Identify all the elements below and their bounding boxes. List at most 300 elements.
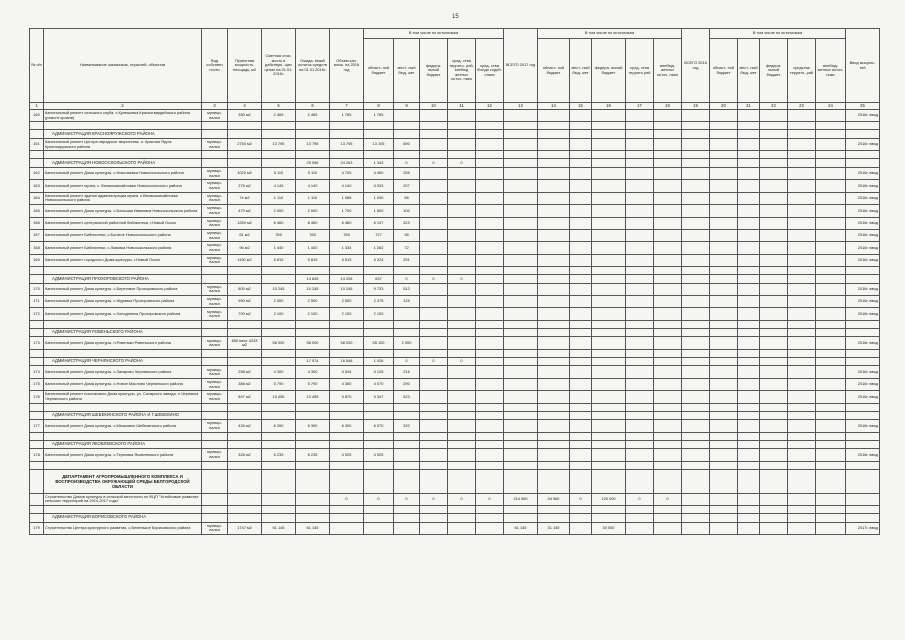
col-header-7: Объем кап. влож. на 2016 год bbox=[330, 29, 364, 103]
table-cell bbox=[202, 275, 228, 284]
table-cell: 2016г. ввод bbox=[846, 254, 880, 266]
table-cell: 1260 м2 bbox=[228, 217, 262, 229]
table-cell bbox=[448, 229, 476, 241]
table-cell: 6 460 bbox=[330, 217, 364, 229]
empty-cell bbox=[846, 349, 880, 357]
table-cell bbox=[448, 283, 476, 295]
table-cell: 13 105 bbox=[364, 138, 394, 150]
table-cell bbox=[570, 449, 592, 461]
table-cell bbox=[654, 159, 682, 168]
table-cell bbox=[296, 513, 330, 522]
table-cell bbox=[682, 328, 710, 337]
table-cell bbox=[504, 217, 538, 229]
table-cell: 0 bbox=[626, 493, 654, 505]
table-cell bbox=[330, 522, 364, 534]
empty-cell bbox=[364, 267, 394, 275]
empty-cell bbox=[228, 151, 262, 159]
table-cell bbox=[504, 308, 538, 320]
table-cell bbox=[738, 513, 760, 522]
table-cell: 2016г. ввод bbox=[846, 229, 880, 241]
table-cell bbox=[788, 308, 816, 320]
table-cell bbox=[760, 167, 788, 179]
table-cell bbox=[420, 337, 448, 349]
table-cell bbox=[448, 242, 476, 254]
empty-cell bbox=[504, 403, 538, 411]
table-cell bbox=[592, 167, 626, 179]
table-cell bbox=[262, 440, 296, 449]
table-cell bbox=[654, 328, 682, 337]
table-cell bbox=[816, 217, 846, 229]
empty-cell bbox=[682, 432, 710, 440]
table-cell: 10 455 bbox=[262, 391, 296, 403]
table-cell bbox=[504, 254, 538, 266]
table-cell: 0 bbox=[448, 275, 476, 284]
district-heading-row bbox=[30, 411, 880, 420]
empty-cell bbox=[682, 505, 710, 513]
table-cell bbox=[816, 357, 846, 366]
table-cell: 6 235 bbox=[296, 449, 330, 461]
table-cell bbox=[504, 242, 538, 254]
row-number: 168 bbox=[30, 242, 44, 254]
empty-cell bbox=[570, 505, 592, 513]
table-cell: муници- пальн bbox=[202, 180, 228, 192]
empty-cell bbox=[626, 267, 654, 275]
table-cell bbox=[738, 229, 760, 241]
table-cell bbox=[626, 513, 654, 522]
table-cell bbox=[476, 275, 504, 284]
table-cell bbox=[202, 493, 228, 505]
table-cell bbox=[538, 275, 570, 284]
table-cell: 328 м2 bbox=[228, 449, 262, 461]
table-cell bbox=[788, 110, 816, 122]
table-cell: 470 м2 bbox=[228, 205, 262, 217]
table-cell: 1 262 bbox=[364, 242, 394, 254]
table-cell bbox=[570, 378, 592, 390]
table-cell bbox=[682, 513, 710, 522]
table-cell bbox=[788, 366, 816, 378]
col-header-25: Ввод мощнос- тей bbox=[846, 29, 880, 103]
table-cell: 214 960 bbox=[504, 493, 538, 505]
empty-cell bbox=[448, 320, 476, 328]
table-row bbox=[30, 308, 880, 320]
table-cell: 1 343 bbox=[364, 159, 394, 168]
table-cell bbox=[570, 411, 592, 420]
table-cell: 4 070 bbox=[364, 378, 394, 390]
table-cell bbox=[654, 357, 682, 366]
table-cell bbox=[504, 391, 538, 403]
table-cell bbox=[846, 328, 880, 337]
table-cell: 5 110 bbox=[296, 167, 330, 179]
table-cell: 6 390 bbox=[330, 420, 364, 432]
empty-cell bbox=[654, 349, 682, 357]
table-cell bbox=[538, 440, 570, 449]
table-cell: муници- пальн bbox=[202, 283, 228, 295]
table-cell bbox=[816, 391, 846, 403]
table-cell: 0 bbox=[448, 357, 476, 366]
empty-cell bbox=[394, 505, 420, 513]
table-cell: муници- пальн bbox=[202, 366, 228, 378]
empty-cell bbox=[654, 432, 682, 440]
table-cell: 4 450 bbox=[364, 167, 394, 179]
table-cell bbox=[710, 242, 738, 254]
empty-cell bbox=[330, 461, 364, 469]
table-cell bbox=[538, 192, 570, 204]
table-cell: 1 440 bbox=[262, 242, 296, 254]
table-cell bbox=[710, 283, 738, 295]
table-cell bbox=[504, 449, 538, 461]
table-cell bbox=[570, 180, 592, 192]
empty-cell bbox=[846, 432, 880, 440]
spacer-row bbox=[30, 349, 880, 357]
table-cell bbox=[654, 130, 682, 139]
table-cell bbox=[654, 242, 682, 254]
column-number: 24 bbox=[816, 103, 846, 110]
table-cell bbox=[626, 254, 654, 266]
empty-cell bbox=[262, 320, 296, 328]
empty-cell bbox=[788, 122, 816, 130]
table-cell bbox=[738, 130, 760, 139]
object-name: Капитальный ремонт Дома культуры, с.Мешковое Шебекинского района bbox=[44, 420, 202, 432]
table-cell bbox=[476, 217, 504, 229]
table-cell: 2016г. ввод bbox=[846, 205, 880, 217]
empty-cell bbox=[738, 349, 760, 357]
object-name: Строительство Домов культуры в сельской местности по ФЦП "Устойчивое развитие сельских территорий на 2014-2017 годы" bbox=[44, 493, 202, 505]
sources-group-2018: В том числе по источникам bbox=[710, 29, 846, 39]
column-number: 23 bbox=[788, 103, 816, 110]
empty-cell bbox=[330, 432, 364, 440]
empty-cell bbox=[262, 267, 296, 275]
table-cell: 0 bbox=[476, 493, 504, 505]
spacer-row bbox=[30, 122, 880, 130]
empty-cell bbox=[420, 320, 448, 328]
table-cell bbox=[420, 328, 448, 337]
table-cell bbox=[682, 420, 710, 432]
table-cell: 350 м2 bbox=[228, 110, 262, 122]
table-cell bbox=[228, 411, 262, 420]
empty-cell bbox=[654, 469, 682, 493]
table-cell bbox=[626, 357, 654, 366]
col-header-20: област- ной бюджет bbox=[710, 39, 738, 103]
empty-cell bbox=[364, 403, 394, 411]
table-cell bbox=[654, 337, 682, 349]
table-cell: 0 bbox=[394, 159, 420, 168]
table-cell bbox=[538, 513, 570, 522]
table-cell: муници- пальн bbox=[202, 308, 228, 320]
table-cell bbox=[394, 449, 420, 461]
table-cell bbox=[448, 522, 476, 534]
table-cell bbox=[476, 130, 504, 139]
table-cell bbox=[262, 493, 296, 505]
table-cell bbox=[654, 296, 682, 308]
sources-group-2016: В том числе по источникам bbox=[364, 29, 504, 39]
empty-cell bbox=[626, 151, 654, 159]
table-cell bbox=[738, 493, 760, 505]
table-cell bbox=[476, 449, 504, 461]
table-cell bbox=[592, 130, 626, 139]
empty-cell bbox=[760, 320, 788, 328]
page-number: 15 bbox=[452, 14, 459, 20]
table-cell bbox=[738, 308, 760, 320]
table-cell bbox=[538, 242, 570, 254]
table-cell bbox=[760, 449, 788, 461]
table-cell bbox=[788, 411, 816, 420]
table-cell bbox=[476, 205, 504, 217]
empty-cell bbox=[504, 469, 538, 493]
table-cell: 1 334 bbox=[330, 242, 364, 254]
empty-cell bbox=[710, 267, 738, 275]
table-cell bbox=[760, 391, 788, 403]
table-cell bbox=[394, 522, 420, 534]
empty-cell bbox=[202, 320, 228, 328]
row-number: 178 bbox=[30, 449, 44, 461]
table-cell bbox=[682, 205, 710, 217]
table-cell bbox=[738, 366, 760, 378]
table-cell bbox=[788, 275, 816, 284]
col-header-18: внебюд- жетных источ- ники bbox=[654, 39, 682, 103]
table-cell bbox=[738, 391, 760, 403]
table-cell bbox=[394, 130, 420, 139]
table-cell bbox=[816, 366, 846, 378]
table-cell: 5 815 bbox=[262, 254, 296, 266]
table-cell: 2 500 bbox=[296, 296, 330, 308]
table-cell bbox=[476, 167, 504, 179]
table-cell bbox=[788, 337, 816, 349]
column-number: 17 bbox=[626, 103, 654, 110]
column-number: 8 bbox=[364, 103, 394, 110]
table-cell bbox=[504, 378, 538, 390]
table-cell bbox=[710, 337, 738, 349]
empty-cell bbox=[846, 267, 880, 275]
table-cell bbox=[202, 411, 228, 420]
table-cell bbox=[592, 357, 626, 366]
table-cell: 61 145 bbox=[262, 522, 296, 534]
table-cell bbox=[654, 411, 682, 420]
empty-cell bbox=[710, 122, 738, 130]
col-header-8: област- ной бюджет bbox=[364, 39, 394, 103]
empty-cell bbox=[228, 505, 262, 513]
table-cell bbox=[710, 357, 738, 366]
table-cell bbox=[710, 449, 738, 461]
empty-cell bbox=[816, 505, 846, 513]
empty-cell bbox=[202, 469, 228, 493]
table-row bbox=[30, 242, 880, 254]
table-cell bbox=[788, 192, 816, 204]
table-cell bbox=[476, 522, 504, 534]
table-cell: 2016г. ввод bbox=[846, 378, 880, 390]
object-name: Капитальный ремонт Дома культуры, с.Береговое Прохоровского района bbox=[44, 283, 202, 295]
table-cell bbox=[710, 110, 738, 122]
empty-cell bbox=[476, 320, 504, 328]
table-cell bbox=[476, 420, 504, 432]
empty-cell bbox=[816, 267, 846, 275]
table-row bbox=[30, 366, 880, 378]
empty-cell bbox=[504, 267, 538, 275]
table-cell bbox=[448, 180, 476, 192]
table-cell bbox=[682, 337, 710, 349]
table-cell: 2016г. ввод bbox=[846, 449, 880, 461]
table-cell bbox=[570, 192, 592, 204]
table-cell bbox=[296, 440, 330, 449]
table-cell: 13 795 bbox=[330, 138, 364, 150]
table-cell: 2 100 bbox=[296, 308, 330, 320]
table-cell bbox=[448, 420, 476, 432]
table-cell bbox=[788, 217, 816, 229]
table-cell bbox=[682, 167, 710, 179]
empty-cell bbox=[626, 469, 654, 493]
empty-cell bbox=[592, 461, 626, 469]
table-cell bbox=[228, 513, 262, 522]
table-cell bbox=[846, 130, 880, 139]
empty-cell bbox=[448, 267, 476, 275]
table-cell: 0 bbox=[448, 159, 476, 168]
empty-cell bbox=[592, 320, 626, 328]
table-cell bbox=[710, 159, 738, 168]
col-header-2: Наименование заказчиков, отраслей, объектов bbox=[44, 29, 202, 103]
table-cell bbox=[682, 493, 710, 505]
table-cell bbox=[816, 308, 846, 320]
empty-cell bbox=[682, 461, 710, 469]
empty-cell bbox=[296, 432, 330, 440]
table-cell bbox=[710, 328, 738, 337]
empty-cell bbox=[296, 403, 330, 411]
empty-cell bbox=[654, 122, 682, 130]
empty-cell bbox=[448, 151, 476, 159]
table-cell bbox=[788, 159, 816, 168]
table-cell bbox=[682, 254, 710, 266]
row-number: 164 bbox=[30, 192, 44, 204]
table-cell: 1020 м2 bbox=[228, 167, 262, 179]
empty-cell bbox=[30, 505, 44, 513]
object-name: Капитальный ремонт сельского клуба, с.Кулешовка Красногвардейского района (ремонт кровли) bbox=[44, 110, 202, 122]
table-cell: 5 110 bbox=[262, 167, 296, 179]
table-cell bbox=[592, 275, 626, 284]
object-name: Капитальный ремонт Дома культуры, п.Ровеньки Ровеньского района bbox=[44, 337, 202, 349]
table-cell bbox=[710, 205, 738, 217]
empty-cell bbox=[570, 320, 592, 328]
empty-cell bbox=[816, 469, 846, 493]
empty-cell bbox=[30, 267, 44, 275]
col-header-11: сред- ства террито- рий, внебюд жетных источ- ники bbox=[448, 39, 476, 103]
row-number: 160 bbox=[30, 110, 44, 122]
table-cell: муници- пальн bbox=[202, 254, 228, 266]
table-cell bbox=[202, 440, 228, 449]
empty-cell bbox=[626, 505, 654, 513]
table-cell bbox=[504, 110, 538, 122]
table-cell bbox=[710, 308, 738, 320]
department-heading: ДЕПАРТАМЕНТ АГРОПРОМЫШЛЕННОГО КОМПЛЕКСА И ВОСПРОИЗВОДСТВА ОКРУЖАЮЩЕЙ СРЕДЫ БЕЛГОРОДСКОЙ ОБЛАСТИ bbox=[44, 469, 202, 493]
empty-cell bbox=[816, 151, 846, 159]
empty-cell bbox=[476, 461, 504, 469]
empty-cell bbox=[626, 349, 654, 357]
table-cell: муници- пальн bbox=[202, 205, 228, 217]
empty-cell bbox=[202, 403, 228, 411]
table-cell bbox=[788, 449, 816, 461]
table-cell bbox=[710, 296, 738, 308]
table-cell: 0 bbox=[570, 493, 592, 505]
table-cell: 1747 м2 bbox=[228, 522, 262, 534]
column-number: 21 bbox=[738, 103, 760, 110]
table-cell bbox=[760, 493, 788, 505]
table-cell: 13 795 bbox=[296, 138, 330, 150]
table-cell bbox=[570, 275, 592, 284]
empty-cell bbox=[504, 320, 538, 328]
district-heading: АДМИНИСТРАЦИЯ КРАСНОЯРУЖСКОГО РАЙОНА bbox=[44, 130, 202, 139]
table-cell bbox=[570, 366, 592, 378]
empty-cell bbox=[30, 328, 44, 337]
table-cell: 0 bbox=[394, 493, 420, 505]
table-cell bbox=[570, 110, 592, 122]
table-cell bbox=[710, 192, 738, 204]
table-cell: 2 900 bbox=[394, 337, 420, 349]
table-cell: 5 515 bbox=[330, 254, 364, 266]
row-number: 169 bbox=[30, 254, 44, 266]
table-cell bbox=[262, 275, 296, 284]
table-cell bbox=[682, 378, 710, 390]
empty-cell bbox=[710, 432, 738, 440]
table-cell bbox=[710, 411, 738, 420]
table-cell bbox=[420, 391, 448, 403]
table-cell bbox=[816, 229, 846, 241]
table-cell bbox=[296, 328, 330, 337]
table-cell bbox=[760, 328, 788, 337]
empty-cell bbox=[296, 320, 330, 328]
empty-cell bbox=[654, 403, 682, 411]
col-header-6: Ожида- емый остаток средств на 01.01.2016г. bbox=[296, 29, 330, 103]
table-cell bbox=[330, 440, 364, 449]
table-cell bbox=[760, 378, 788, 390]
table-cell bbox=[538, 159, 570, 168]
empty-cell bbox=[44, 403, 202, 411]
table-cell bbox=[654, 217, 682, 229]
table-cell: 2016г. ввод bbox=[846, 242, 880, 254]
table-cell bbox=[476, 159, 504, 168]
table-cell bbox=[682, 522, 710, 534]
table-cell: 2 465 bbox=[296, 110, 330, 122]
table-cell: 0 bbox=[364, 493, 394, 505]
table-cell bbox=[448, 192, 476, 204]
row-number: 175 bbox=[30, 378, 44, 390]
empty-cell bbox=[202, 151, 228, 159]
table-cell bbox=[448, 308, 476, 320]
table-cell bbox=[788, 522, 816, 534]
table-cell bbox=[738, 167, 760, 179]
row-number: 179 bbox=[30, 522, 44, 534]
row-number: 163 bbox=[30, 180, 44, 192]
table-cell bbox=[228, 275, 262, 284]
table-cell: муници- пальн bbox=[202, 110, 228, 122]
table-cell bbox=[394, 440, 420, 449]
table-cell: 950 м2 bbox=[228, 296, 262, 308]
table-cell bbox=[420, 366, 448, 378]
table-cell bbox=[538, 449, 570, 461]
table-cell bbox=[364, 130, 394, 139]
table-cell bbox=[654, 192, 682, 204]
table-cell bbox=[570, 522, 592, 534]
table-cell bbox=[296, 411, 330, 420]
table-cell bbox=[504, 180, 538, 192]
spacer-row bbox=[30, 403, 880, 411]
empty-cell bbox=[30, 275, 44, 284]
empty-cell bbox=[30, 432, 44, 440]
object-name: Капитальный ремонт Дома культуры, с.Захарово Чернянского района bbox=[44, 366, 202, 378]
table-cell: 120 000 bbox=[592, 493, 626, 505]
table-cell bbox=[788, 378, 816, 390]
table-cell: 2 000 bbox=[262, 205, 296, 217]
empty-cell bbox=[296, 469, 330, 493]
table-row bbox=[30, 167, 880, 179]
table-cell bbox=[504, 283, 538, 295]
table-cell bbox=[476, 254, 504, 266]
